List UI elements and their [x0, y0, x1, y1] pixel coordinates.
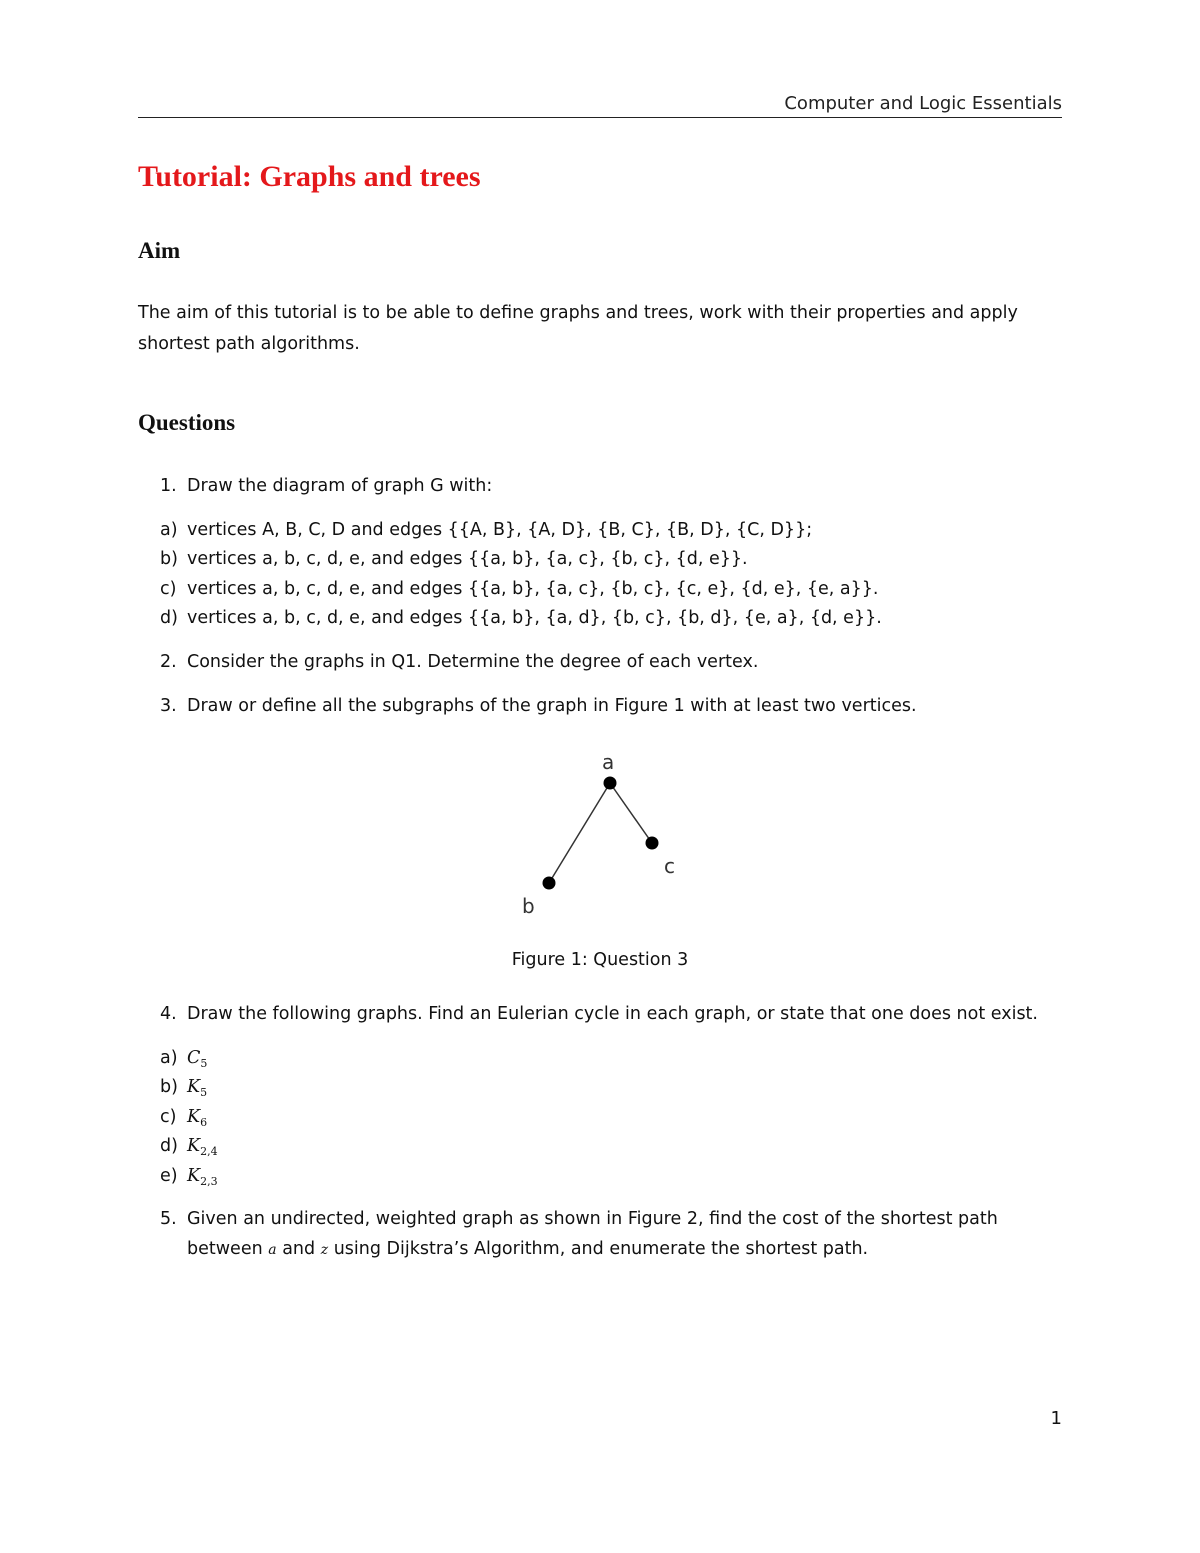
q4-part	[160, 1046, 207, 1076]
question-2	[160, 650, 758, 674]
q1-part	[160, 606, 882, 630]
part-label: a)	[160, 1048, 178, 1068]
question-number: 4.	[160, 1004, 177, 1024]
part-label: a)	[160, 520, 178, 540]
vertex-c-label: c	[664, 854, 675, 878]
q4-part	[160, 1075, 207, 1105]
vertex-variable-a: a	[268, 1242, 277, 1258]
q4-part	[160, 1134, 218, 1164]
q1-part	[160, 518, 812, 542]
q4-part	[160, 1105, 207, 1135]
part-text: vertices a, b, c, d, e, and edges {{a, b}, {a, d}, {b, c}, {b, d}, {e, a}, {d, e}}.	[187, 608, 882, 628]
question-text: Draw the diagram of graph G with:	[187, 476, 493, 496]
question-text: Draw or define all the subgraphs of the graph in Figure 1 with at least two vertices.	[187, 696, 917, 716]
running-header: Computer and Logic Essentials	[784, 93, 1062, 114]
vertex-b-label: b	[522, 894, 535, 918]
part-label: b)	[160, 549, 178, 569]
vertex-a	[604, 777, 617, 790]
part-text: vertices a, b, c, d, e, and edges {{a, b}, {a, c}, {b, c}, {c, e}, {d, e}, {e, a}}.	[187, 579, 879, 599]
vertex-b	[543, 877, 556, 890]
graph-symbol: $K_{2,4}$	[187, 1136, 218, 1158]
part-label: c)	[160, 1107, 177, 1127]
part-text: vertices a, b, c, d, e, and edges {{a, b}, {a, c}, {b, c}, {d, e}}.	[187, 549, 748, 569]
graph-symbol: $K_5$	[187, 1077, 208, 1099]
aim-text: The aim of this tutorial is to be able to define graphs and trees, work with their properties and apply shortest path algorithms.	[138, 303, 1018, 354]
part-label: c)	[160, 579, 177, 599]
q1-part	[160, 547, 748, 571]
aim-heading: Aim	[138, 238, 181, 263]
part-text: vertices A, B, C, D and edges {{A, B}, {A, D}, {B, C}, {B, D}, {C, D}};	[187, 520, 813, 540]
page-number: 1	[1050, 1408, 1062, 1429]
q1-part	[160, 577, 878, 601]
header-rule	[138, 117, 1062, 118]
question-4	[160, 1002, 1038, 1026]
question-number: 2.	[160, 652, 177, 672]
graph-symbol: $C_5$	[187, 1048, 208, 1070]
questions-heading: Questions	[138, 410, 236, 435]
question-text: Given an undirected, weighted graph as shown in Figure 2, find the cost of the shortest path	[187, 1209, 998, 1229]
vertex-c	[646, 837, 659, 850]
question-5-continued: between a and z using Dijkstra’s Algorithm, and enumerate the shortest path.	[187, 1239, 869, 1259]
question-3	[160, 694, 917, 718]
q4-part	[160, 1164, 218, 1194]
graph-symbol: $K_6$	[187, 1107, 208, 1129]
question-5	[160, 1207, 998, 1231]
question-text: Draw the following graphs. Find an Eulerian cycle in each graph, or state that one does not exist.	[187, 1004, 1038, 1024]
vertex-a-label: a	[602, 750, 615, 774]
question-text: Consider the graphs in Q1. Determine the degree of each vertex.	[187, 652, 759, 672]
edge-a-b	[549, 783, 610, 883]
figure-1-graph	[500, 745, 700, 925]
page-title: Tutorial: Graphs and trees	[138, 160, 481, 193]
question-number: 1.	[160, 476, 177, 496]
part-label: e)	[160, 1166, 178, 1186]
graph-symbol: $K_{2,3}$	[187, 1166, 218, 1188]
part-label: b)	[160, 1077, 178, 1097]
vertex-variable-z: z	[320, 1242, 329, 1258]
question-1	[160, 474, 492, 498]
question-number: 3.	[160, 696, 177, 716]
part-label: d)	[160, 1136, 178, 1156]
edge-a-c	[610, 783, 652, 843]
figure-1-caption: Figure 1: Question 3	[511, 950, 689, 970]
question-number: 5.	[160, 1209, 177, 1229]
part-label: d)	[160, 608, 178, 628]
